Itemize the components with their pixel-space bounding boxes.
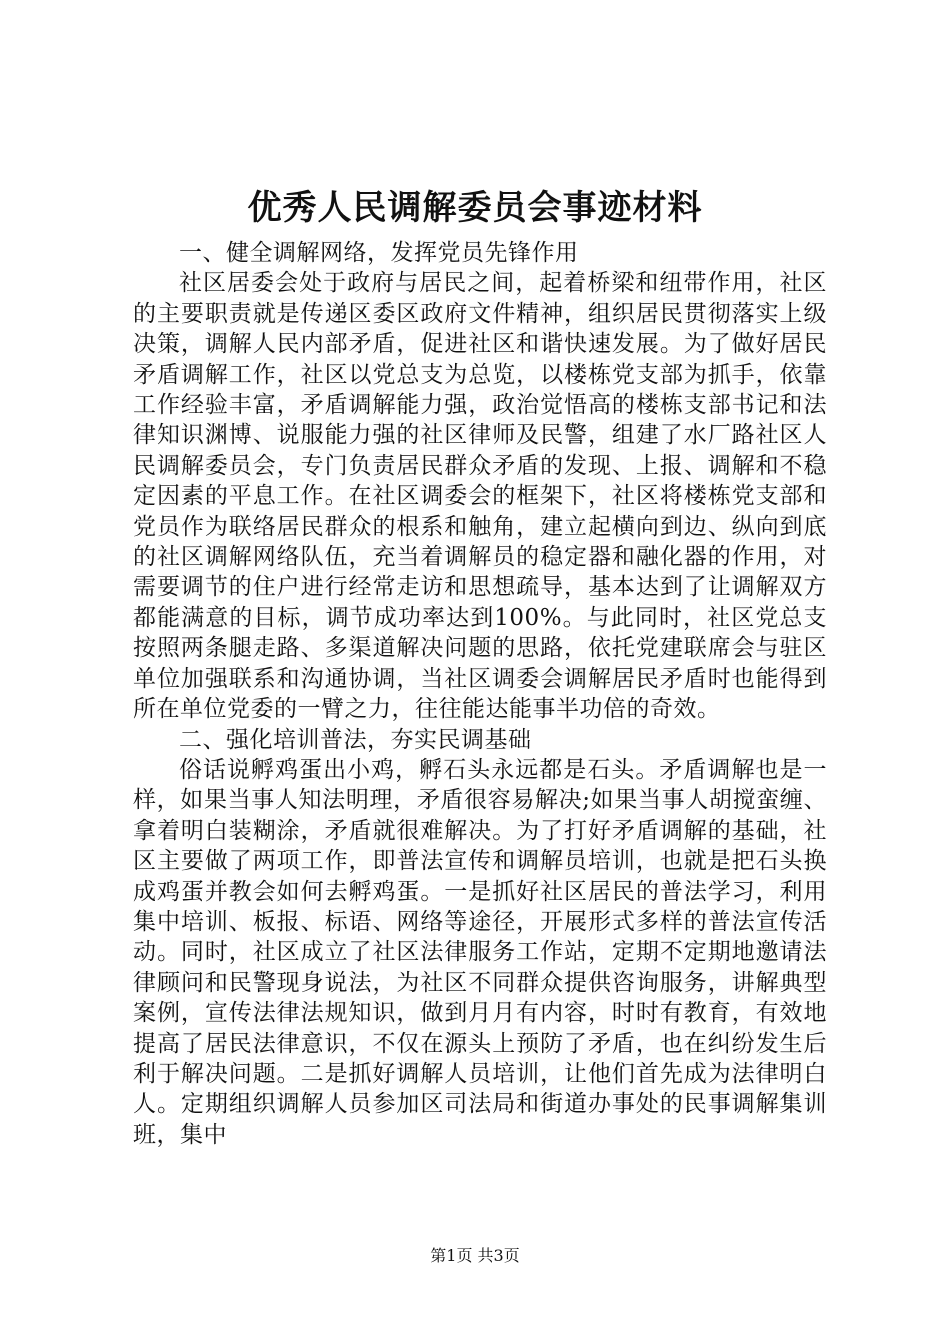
document-body <box>133 238 827 1150</box>
section-paragraph-2: 俗话说孵鸡蛋出小鸡，孵石头永远都是石头。矛盾调解也是一样，如果当事人知法明理，矛盾很容易解决;如果当事人胡搅蛮缠、拿着明白装糊涂，矛盾就很难解决。为了打好矛盾调解的基础，社区主要做了两项工作，即普法宣传和调解员培训，也就是把石头换成鸡蛋并教会如何去孵鸡蛋。一是抓好社区居民的普法学习，利用集中培训、板报、标语、网络等途径，开展形式多样的普法宣传活动。同时，社区成立了社区法律服务工作站，定期不定期地邀请法律顾问和民警现身说法，为社区不同群众提供咨询服务，讲解典型案例，宣传法律法规知识，做到月月有内容，时时有教育，有效地提高了居民法律意识，不仅在源头上预防了矛盾，也在纠纷发生后利于解决问题。二是抓好调解人员培训，让他们首先成为法律明白人。定期组织调解人员参加区司法局和街道办事处的民事调解集训班，集中 <box>133 756 827 1148</box>
section-paragraph-1: 社区居委会处于政府与居民之间，起着桥梁和纽带作用，社区的主要职责就是传递区委区政府文件精神，组织居民贯彻落实上级决策，调解人民内部矛盾，促进社区和谐快速发展。为了做好居民矛盾调解工作，社区以党总支为总览，以楼栋党支部为抓手，依靠工作经验丰富，矛盾调解能力强，政治觉悟高的楼栋支部书记和法律知识渊博、说服能力强的社区律师及民警，组建了水厂路社区人民调解委员会，专门负责居民群众矛盾的发现、上报、调解和不稳定因素的平息工作。在社区调委会的框架下，社区将楼栋党支部和党员作为联络居民群众的根系和触角，建立起横向到边、纵向到底的社区调解网络队伍，充当着调解员的稳定器和融化器的作用，对需要调节的住户进行经常走访和思想疏导，基本达到了让调解双方都能满意的目标，调节成功率达到100%。与此同时，社区党总支按照两条腿走路、多渠道解决问题的思路，依托党建联席会与驻区单位加强联系和沟通协调，当社区调委会调解居民矛盾时也能得到所在单位党委的一臂之力，往往能达能事半功倍的奇效。 <box>133 270 827 723</box>
section-heading-2: 二、强化培训普法，夯实民调基础 <box>179 726 532 753</box>
section-heading-1: 一、健全调解网络，发挥党员先锋作用 <box>179 240 579 266</box>
document-title: 优秀人民调解委员会事迹材料 <box>247 188 703 228</box>
page-footer: 第1页 共3页 <box>430 1246 520 1265</box>
